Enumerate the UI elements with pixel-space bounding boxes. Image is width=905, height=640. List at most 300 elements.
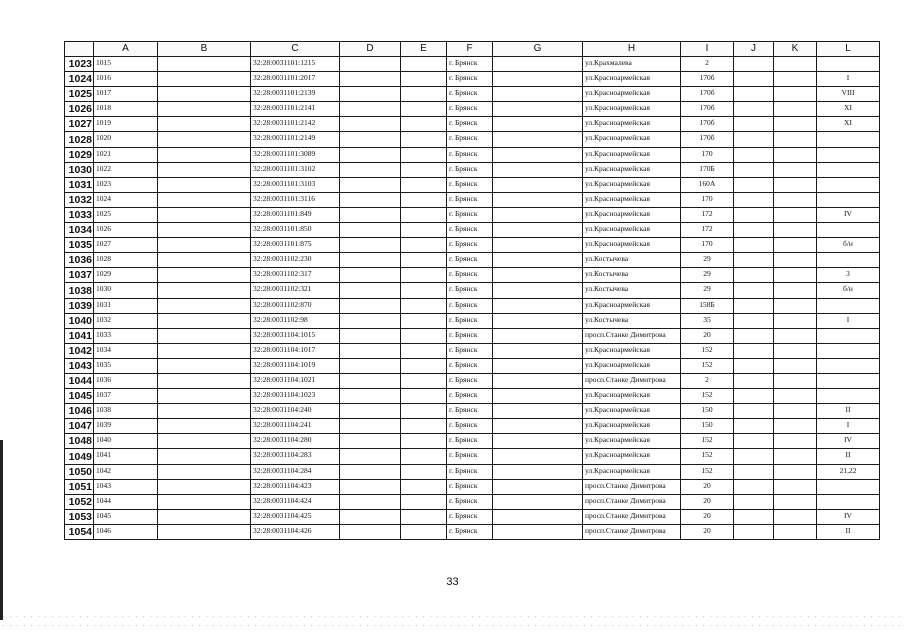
cell-d (340, 479, 401, 494)
cell-g (493, 238, 583, 253)
cell-j (734, 404, 774, 419)
column-header-i: I (681, 42, 734, 57)
cell-i: 170б (681, 117, 734, 132)
cell-c: 32:28:0031101:2149 (251, 132, 340, 147)
cell-k (774, 389, 817, 404)
cell-k (774, 57, 817, 72)
cell-g (493, 389, 583, 404)
table-row (65, 494, 880, 509)
cell-g (493, 479, 583, 494)
cell-e (401, 117, 447, 132)
cell-g (493, 132, 583, 147)
cell-g (493, 192, 583, 207)
cell-g (493, 223, 583, 238)
row-number: 1051 (65, 479, 94, 494)
cell-e (401, 57, 447, 72)
cell-e (401, 87, 447, 102)
cell-e (401, 313, 447, 328)
cell-e (401, 404, 447, 419)
cell-b (158, 147, 251, 162)
cell-h: просп.Станке Димитрова (583, 524, 681, 539)
cell-c: 32:28:0031101:2017 (251, 72, 340, 87)
cell-a: 1045 (94, 509, 158, 524)
cell-c: 32:28:0031101:2141 (251, 102, 340, 117)
cell-d (340, 207, 401, 222)
cell-h: ул.Красноармейская (583, 449, 681, 464)
table-row (65, 117, 880, 132)
cell-j (734, 328, 774, 343)
cell-j (734, 238, 774, 253)
cell-f: г. Брянск (447, 57, 493, 72)
cell-b (158, 464, 251, 479)
cell-d (340, 509, 401, 524)
cell-j (734, 147, 774, 162)
cell-i: 29 (681, 283, 734, 298)
cell-c: 32:28:0031104:1017 (251, 343, 340, 358)
cell-g (493, 87, 583, 102)
cell-d (340, 147, 401, 162)
cell-a: 1020 (94, 132, 158, 147)
cell-i: 20 (681, 328, 734, 343)
table-row (65, 147, 880, 162)
cell-h: ул.Красноармейская (583, 132, 681, 147)
cell-l: I (817, 313, 880, 328)
cell-c: 32:28:0031104:426 (251, 524, 340, 539)
cell-d (340, 117, 401, 132)
row-number: 1043 (65, 358, 94, 373)
cell-a: 1029 (94, 268, 158, 283)
row-number: 1034 (65, 223, 94, 238)
cell-b (158, 117, 251, 132)
cell-c: 32:28:0031104:1019 (251, 358, 340, 373)
cell-k (774, 494, 817, 509)
column-header-e: E (401, 42, 447, 57)
cell-d (340, 373, 401, 388)
cell-l (817, 358, 880, 373)
cell-b (158, 57, 251, 72)
cell-i: 158Б (681, 298, 734, 313)
cell-h: ул.Красноармейская (583, 207, 681, 222)
cell-e (401, 373, 447, 388)
cell-h: ул.Красноармейская (583, 419, 681, 434)
cell-f: г. Брянск (447, 389, 493, 404)
cell-l: IV (817, 207, 880, 222)
cell-f: г. Брянск (447, 373, 493, 388)
cell-j (734, 298, 774, 313)
cell-e (401, 238, 447, 253)
cell-h: просп.Станке Димитрова (583, 479, 681, 494)
cell-e (401, 434, 447, 449)
cell-i: 152 (681, 449, 734, 464)
cell-l (817, 57, 880, 72)
cell-b (158, 419, 251, 434)
cell-j (734, 358, 774, 373)
cell-f: г. Брянск (447, 72, 493, 87)
cell-d (340, 343, 401, 358)
cell-l: II (817, 404, 880, 419)
cell-b (158, 268, 251, 283)
table-row (65, 57, 880, 72)
cell-a: 1017 (94, 87, 158, 102)
row-number: 1046 (65, 404, 94, 419)
row-number: 1045 (65, 389, 94, 404)
cell-k (774, 343, 817, 358)
cell-a: 1042 (94, 464, 158, 479)
cell-g (493, 253, 583, 268)
cell-d (340, 57, 401, 72)
cell-f: г. Брянск (447, 328, 493, 343)
cell-k (774, 449, 817, 464)
column-header-g: G (493, 42, 583, 57)
cell-e (401, 419, 447, 434)
column-header-b: B (158, 42, 251, 57)
cell-a: 1019 (94, 117, 158, 132)
cell-e (401, 343, 447, 358)
cell-l: 21,22 (817, 464, 880, 479)
cell-k (774, 298, 817, 313)
cell-f: г. Брянск (447, 434, 493, 449)
row-number: 1023 (65, 57, 94, 72)
row-number: 1052 (65, 494, 94, 509)
cell-a: 1041 (94, 449, 158, 464)
cell-l: I (817, 72, 880, 87)
cell-k (774, 464, 817, 479)
cell-b (158, 253, 251, 268)
cell-k (774, 524, 817, 539)
cell-l: IV (817, 509, 880, 524)
cell-i: 29 (681, 253, 734, 268)
row-number: 1035 (65, 238, 94, 253)
cell-j (734, 72, 774, 87)
cell-i: 152 (681, 464, 734, 479)
cell-d (340, 464, 401, 479)
cell-j (734, 268, 774, 283)
cell-g (493, 328, 583, 343)
cell-c: 32:28:0031101:850 (251, 223, 340, 238)
cell-e (401, 223, 447, 238)
cell-e (401, 328, 447, 343)
cell-i: 170 (681, 238, 734, 253)
page-number: 33 (446, 576, 459, 588)
column-header-l: L (817, 42, 880, 57)
cell-e (401, 177, 447, 192)
cell-d (340, 358, 401, 373)
cell-j (734, 449, 774, 464)
cell-c: 32:28:0031101:3102 (251, 162, 340, 177)
cell-l: VIII (817, 87, 880, 102)
cell-i: 170 (681, 147, 734, 162)
cell-k (774, 509, 817, 524)
cell-g (493, 102, 583, 117)
row-number: 1041 (65, 328, 94, 343)
table-row (65, 253, 880, 268)
cell-h: ул.Костычева (583, 313, 681, 328)
cell-b (158, 494, 251, 509)
cell-b (158, 207, 251, 222)
cell-k (774, 102, 817, 117)
cell-k (774, 117, 817, 132)
cell-f: г. Брянск (447, 404, 493, 419)
cell-j (734, 192, 774, 207)
cell-a: 1025 (94, 207, 158, 222)
cell-k (774, 207, 817, 222)
cell-k (774, 223, 817, 238)
cell-d (340, 449, 401, 464)
cell-c: 32:28:0031101:849 (251, 207, 340, 222)
cell-a: 1046 (94, 524, 158, 539)
cell-c: 32:28:0031102:870 (251, 298, 340, 313)
cell-l (817, 253, 880, 268)
cell-b (158, 72, 251, 87)
cell-e (401, 524, 447, 539)
cell-a: 1018 (94, 102, 158, 117)
cell-h: ул.Красноармейская (583, 177, 681, 192)
cell-b (158, 283, 251, 298)
cell-b (158, 449, 251, 464)
cell-b (158, 192, 251, 207)
cell-b (158, 177, 251, 192)
table-row (65, 313, 880, 328)
cell-d (340, 434, 401, 449)
cell-b (158, 298, 251, 313)
cell-j (734, 389, 774, 404)
cell-f: г. Брянск (447, 524, 493, 539)
cell-f: г. Брянск (447, 162, 493, 177)
table-row (65, 223, 880, 238)
cell-g (493, 147, 583, 162)
cell-g (493, 419, 583, 434)
cell-j (734, 524, 774, 539)
cell-l: XI (817, 102, 880, 117)
cell-e (401, 102, 447, 117)
cell-b (158, 343, 251, 358)
cell-g (493, 464, 583, 479)
row-number: 1047 (65, 419, 94, 434)
cell-i: 152 (681, 434, 734, 449)
cell-i: 35 (681, 313, 734, 328)
cell-k (774, 283, 817, 298)
cell-b (158, 313, 251, 328)
cell-g (493, 358, 583, 373)
cell-b (158, 389, 251, 404)
table-row (65, 434, 880, 449)
table-row (65, 464, 880, 479)
cell-g (493, 298, 583, 313)
cell-d (340, 524, 401, 539)
cell-l: XI (817, 117, 880, 132)
cell-f: г. Брянск (447, 253, 493, 268)
cell-j (734, 434, 774, 449)
cell-b (158, 223, 251, 238)
row-number: 1032 (65, 192, 94, 207)
cell-e (401, 449, 447, 464)
cell-l (817, 132, 880, 147)
cell-b (158, 328, 251, 343)
table-row (65, 102, 880, 117)
cell-i: 2 (681, 57, 734, 72)
table-row (65, 192, 880, 207)
cell-k (774, 162, 817, 177)
cell-j (734, 494, 774, 509)
cell-j (734, 87, 774, 102)
cell-h: ул.Красноармейская (583, 223, 681, 238)
row-number: 1044 (65, 373, 94, 388)
cell-h: ул.Красноармейская (583, 389, 681, 404)
table-row (65, 358, 880, 373)
column-header-d: D (340, 42, 401, 57)
cell-b (158, 132, 251, 147)
cell-i: 172 (681, 207, 734, 222)
cell-i: 152 (681, 343, 734, 358)
cell-k (774, 404, 817, 419)
cell-c: 32:28:0031104:1023 (251, 389, 340, 404)
cell-h: ул.Красноармейская (583, 192, 681, 207)
cell-j (734, 132, 774, 147)
cell-d (340, 404, 401, 419)
cell-c: 32:28:0031102:321 (251, 283, 340, 298)
cell-e (401, 207, 447, 222)
cell-e (401, 253, 447, 268)
cell-h: ул.Красноармейская (583, 238, 681, 253)
table-row (65, 132, 880, 147)
cell-h: просп.Станке Димитрова (583, 328, 681, 343)
cell-e (401, 162, 447, 177)
cell-d (340, 419, 401, 434)
row-number: 1030 (65, 162, 94, 177)
cell-h: ул.Красноармейская (583, 343, 681, 358)
cell-f: г. Брянск (447, 132, 493, 147)
cell-d (340, 238, 401, 253)
cell-k (774, 132, 817, 147)
table-row (65, 343, 880, 358)
cell-a: 1034 (94, 343, 158, 358)
cell-k (774, 358, 817, 373)
cell-d (340, 162, 401, 177)
cell-l (817, 223, 880, 238)
cell-d (340, 494, 401, 509)
cell-i: 150 (681, 404, 734, 419)
cell-g (493, 283, 583, 298)
table-body (65, 57, 880, 540)
cell-g (493, 313, 583, 328)
cell-k (774, 419, 817, 434)
cell-g (493, 117, 583, 132)
cell-h: ул.Красноармейская (583, 358, 681, 373)
cell-j (734, 464, 774, 479)
cell-i: 170 (681, 192, 734, 207)
cell-l: б/н (817, 238, 880, 253)
cell-l: II (817, 524, 880, 539)
cell-i: 170б (681, 72, 734, 87)
cell-d (340, 298, 401, 313)
cell-l: II (817, 449, 880, 464)
row-number: 1054 (65, 524, 94, 539)
cell-d (340, 283, 401, 298)
cell-b (158, 479, 251, 494)
cell-e (401, 283, 447, 298)
cell-f: г. Брянск (447, 298, 493, 313)
cell-l: б/н (817, 283, 880, 298)
row-number: 1028 (65, 132, 94, 147)
cell-a: 1032 (94, 313, 158, 328)
cell-a: 1024 (94, 192, 158, 207)
cell-g (493, 434, 583, 449)
cell-c: 32:28:0031104:1015 (251, 328, 340, 343)
cell-k (774, 192, 817, 207)
cell-j (734, 283, 774, 298)
row-number: 1042 (65, 343, 94, 358)
table-row (65, 373, 880, 388)
row-number: 1036 (65, 253, 94, 268)
cell-k (774, 177, 817, 192)
row-number: 1024 (65, 72, 94, 87)
cell-a: 1031 (94, 298, 158, 313)
cell-i: 170Б (681, 162, 734, 177)
cell-a: 1043 (94, 479, 158, 494)
cell-f: г. Брянск (447, 464, 493, 479)
cell-b (158, 404, 251, 419)
cell-e (401, 464, 447, 479)
cell-b (158, 358, 251, 373)
cell-c: 32:28:0031104:424 (251, 494, 340, 509)
cell-i: 2 (681, 373, 734, 388)
cell-a: 1039 (94, 419, 158, 434)
cell-f: г. Брянск (447, 419, 493, 434)
cell-b (158, 162, 251, 177)
table-row (65, 509, 880, 524)
table-row (65, 87, 880, 102)
cell-h: ул.Красноармейская (583, 147, 681, 162)
cell-f: г. Брянск (447, 313, 493, 328)
cell-h: ул.Красноармейская (583, 72, 681, 87)
table-row (65, 389, 880, 404)
cell-d (340, 223, 401, 238)
cell-d (340, 72, 401, 87)
cell-a: 1033 (94, 328, 158, 343)
cell-a: 1015 (94, 57, 158, 72)
cell-h: ул.Красноармейская (583, 162, 681, 177)
cell-a: 1038 (94, 404, 158, 419)
cell-k (774, 434, 817, 449)
cell-d (340, 192, 401, 207)
cell-k (774, 479, 817, 494)
row-number: 1038 (65, 283, 94, 298)
cell-e (401, 72, 447, 87)
cell-d (340, 132, 401, 147)
scan-page-edge (0, 440, 3, 620)
cell-a: 1016 (94, 72, 158, 87)
cell-b (158, 434, 251, 449)
cell-j (734, 343, 774, 358)
cell-i: 150 (681, 419, 734, 434)
corner-cell (65, 42, 94, 57)
cell-g (493, 373, 583, 388)
row-number: 1037 (65, 268, 94, 283)
cell-a: 1037 (94, 389, 158, 404)
cell-c: 32:28:0031104:423 (251, 479, 340, 494)
cell-j (734, 117, 774, 132)
cell-c: 32:28:0031101:3103 (251, 177, 340, 192)
table-row (65, 449, 880, 464)
table-row (65, 479, 880, 494)
cell-k (774, 313, 817, 328)
cell-c: 32:28:0031104:284 (251, 464, 340, 479)
cell-k (774, 72, 817, 87)
cell-i: 20 (681, 509, 734, 524)
cell-c: 32:28:0031102:98 (251, 313, 340, 328)
cell-l (817, 298, 880, 313)
cell-a: 1023 (94, 177, 158, 192)
